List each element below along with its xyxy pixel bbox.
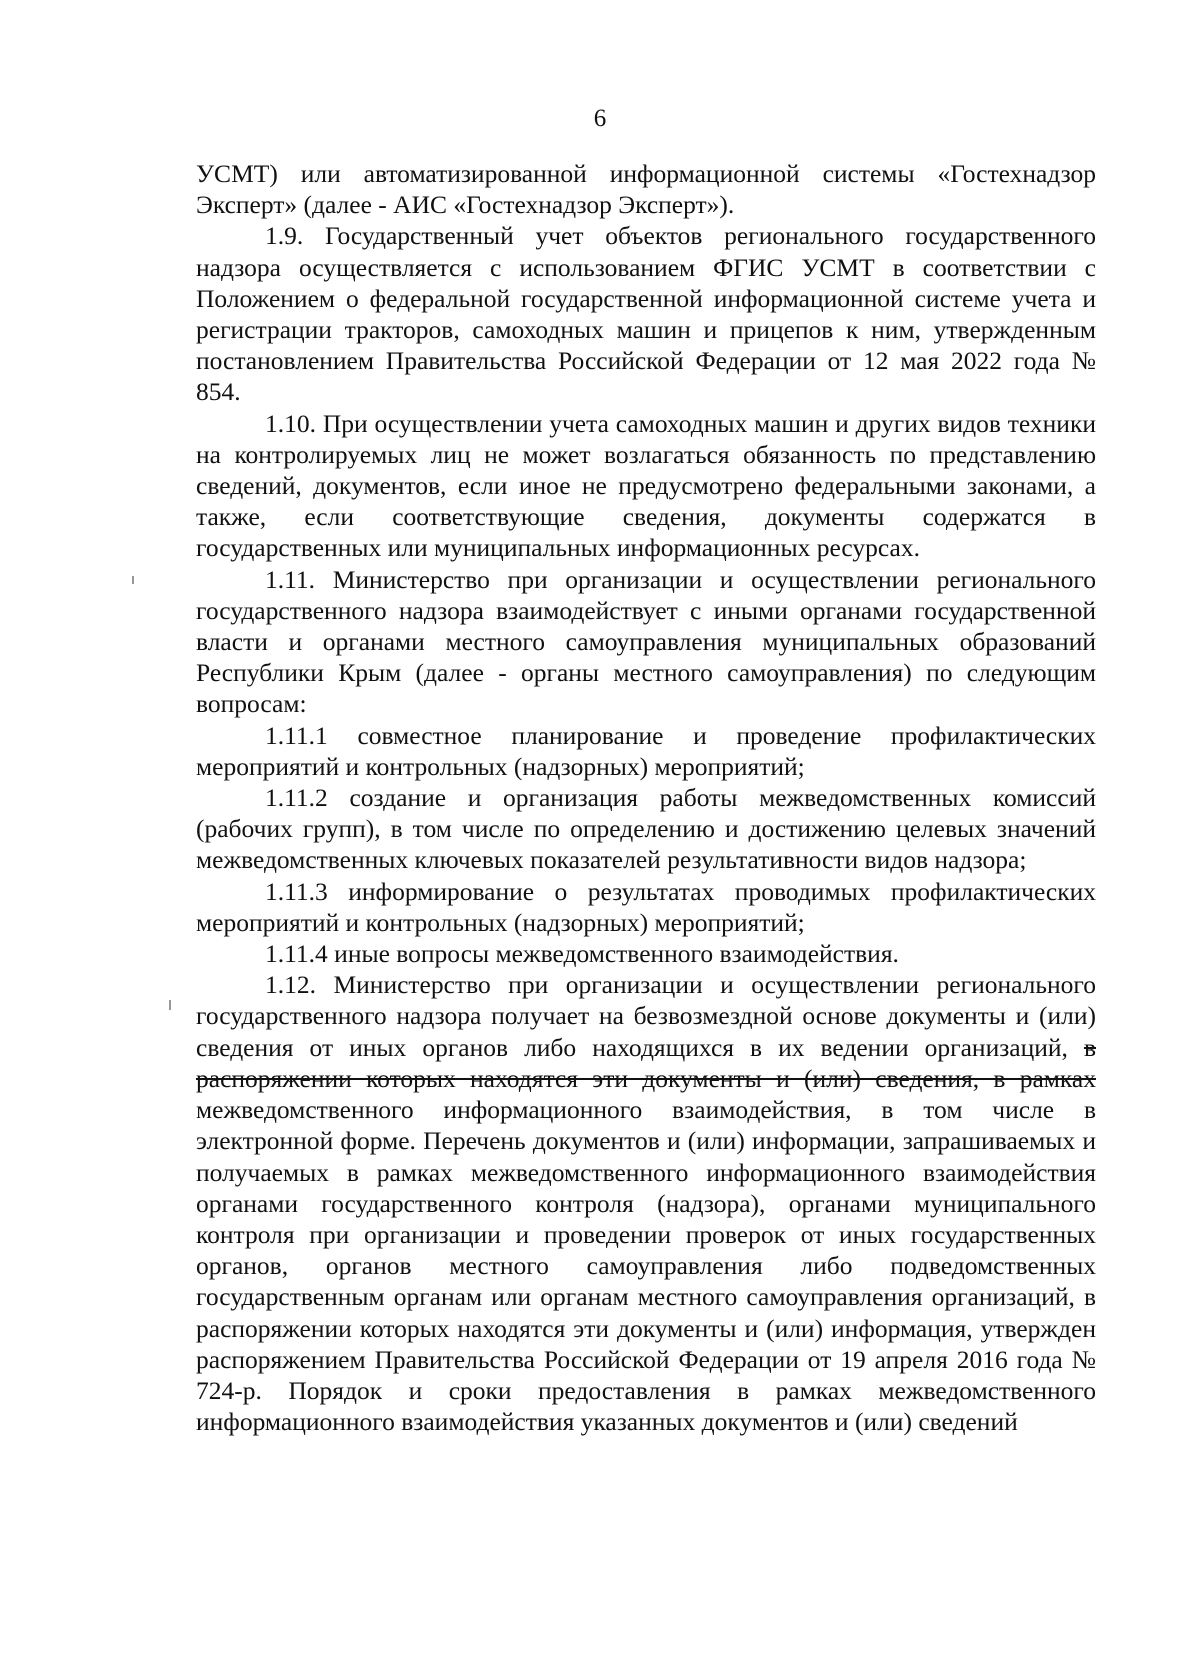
margin-scan-mark bbox=[132, 576, 134, 584]
paragraph-1-12 bbox=[196, 969, 1096, 1437]
paragraph-1-11-1: 1.11.1 совместное планирование и проведение профилактических мероприятий и контрольных (надзорных) мероприятий; bbox=[196, 720, 1096, 781]
paragraph-1-12-text-end: межведомственного информационного взаимодействия, в том числе в электронной форме. Перечень документов и (или) информации, запрашиваемых и получаемых в рамках межведомственного информационного взаимодействия органами государственного контроля (надзора), органами муниципального контроля при организации и проведении проверок от иных государственных органов, органов местного самоуправления либо подведомственных государственным органам или органам местного самоуправления организаций, в распоряжении которых находятся эти документы и (или) информация, утвержден распоряжением Правительства Российской Федерации от 19 апреля 2016 года № 724-р. Порядок и сроки предоставления в рамках межведомственного информационного взаимодействия указанных документов и (или) сведений bbox=[196, 1095, 1096, 1437]
struck-through-text: в распоряжении которых находятся эти документы и (или) сведения, в рамках bbox=[196, 1032, 1097, 1093]
paragraph-1-11-2: 1.11.2 создание и организация работы межведомственных комиссий (рабочих групп), в том числе по определению и достижению целевых значений межведомственных ключевых показателей результативности видов надзора; bbox=[196, 783, 1096, 875]
paragraph-1-11: 1.11. Министерство при организации и осуществлении регионального государственного надзора взаимодействует с иными органами государственной власти и органами местного самоуправления муниципальных образований Республики Крым (далее - органы местного самоуправления) по следующим вопросам: bbox=[196, 564, 1096, 719]
paragraph-1-11-3: 1.11.3 информирование о результатах проводимых профилактических мероприятий и контрольных (надзорных) мероприятий; bbox=[196, 876, 1096, 937]
document-body bbox=[196, 158, 1096, 1437]
margin-scan-mark bbox=[169, 1000, 171, 1010]
paragraph-1-12-text-start: 1.12. Министерство при организации и осуществлении регионального государственного надзора получает на безвозмездной основе документы и (или) сведения от иных органов либо находящихся в их ведении организаций, bbox=[196, 970, 1096, 1062]
paragraph-1-9: 1.9. Государственный учет объектов регионального государственного надзора осуществляется с использованием ФГИС УСМТ в соответствии с Положением о федеральной государственной информационной системе учета и регистрации тракторов, самоходных машин и прицепов к ним, утвержденным постановлением Правительства Российской Федерации от 12 мая 2022 года № 854. bbox=[196, 221, 1096, 407]
paragraph-1-11-4: 1.11.4 иные вопросы межведомственного взаимодействия. bbox=[265, 939, 899, 969]
page-number: 6 bbox=[593, 105, 607, 132]
paragraph-1-10: 1.10. При осуществлении учета самоходных машин и других видов техники на контролируемых лиц не может возлагаться обязанность по представлению сведений, документов, если иное не предусмотрено федеральными законами, а также, если соответствующие сведения, документы содержатся в государственных или муниципальных информационных ресурсах. bbox=[196, 408, 1096, 563]
paragraph-continuation: УСМТ) или автоматизированной информационной системы «Гостехнадзор Эксперт» (далее - АИС «Гостехнадзор Эксперт»). bbox=[196, 159, 1096, 220]
